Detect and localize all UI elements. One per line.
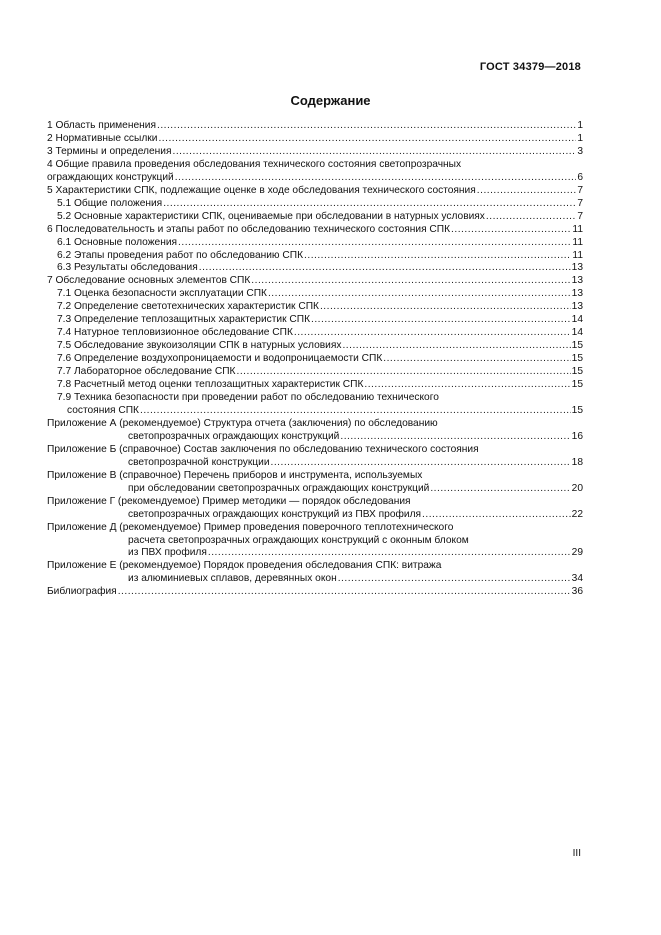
toc-entry-7-4[interactable] — [47, 327, 583, 340]
toc-page-number: 13 — [571, 301, 583, 313]
toc-entry-text: Приложение Г (рекомендуемое) Пример методики — порядок обследования — [47, 495, 411, 507]
toc-entry-text: 7.3 Определение теплозащитных характеристик СПК — [57, 314, 311, 326]
leader-dots — [430, 483, 570, 496]
toc-entry-text: 2 Нормативные ссылки — [47, 132, 158, 144]
toc-entry-7-1[interactable] — [47, 288, 583, 301]
toc-entry-text: 7.4 Натурное тепловизионное обследование СПК — [57, 327, 293, 339]
leader-dots — [237, 366, 571, 379]
toc-entry-appendix-b[interactable] — [47, 444, 583, 470]
toc-entry-text: 1 Область применения — [47, 120, 156, 131]
toc-entry-appendix-g[interactable] — [47, 496, 583, 522]
toc-entry-7-8[interactable] — [47, 379, 583, 392]
toc-entry-5-1[interactable] — [47, 198, 583, 211]
toc-entry-7-7[interactable] — [47, 366, 583, 379]
leader-dots — [486, 211, 576, 224]
toc-entry-text: 6.2 Этапы проведения работ по обследованию СПК — [57, 249, 304, 261]
toc-entry-7-2[interactable] — [47, 301, 583, 314]
toc-entry-5[interactable] — [47, 185, 583, 198]
toc-entry-bibliography[interactable] — [47, 586, 583, 599]
toc-page-number: 14 — [571, 327, 583, 339]
toc-entry-text-cont: при обследовании светопрозрачных ограждающих конструкций — [128, 482, 430, 494]
toc-entry-text-cont: из ПВХ профиля — [128, 547, 207, 559]
toc-page-number: 11 — [572, 236, 583, 248]
leader-dots — [477, 185, 577, 198]
leader-dots — [338, 573, 571, 586]
toc-entry-text-cont: из алюминиевых сплавов, деревянных окон — [128, 573, 337, 585]
toc-entry-text: 4 Общие правила проведения обследования технического состояния светопрозрачных — [47, 158, 462, 170]
toc-entry-text: 7.6 Определение воздухопроницаемости и водопроницаемости СПК — [57, 353, 383, 365]
toc-entry-text-cont: светопрозрачных ограждающих конструкций из ПВХ профиля — [128, 508, 422, 520]
toc-entry-6-3[interactable] — [47, 262, 583, 275]
toc-entry-text: 5.2 Основные характеристики СПК, оцениваемые при обследовании в натурных условиях — [57, 210, 485, 222]
toc-page-number: 36 — [571, 586, 583, 598]
toc-entry-text: 7.8 Расчетный метод оценки теплозащитных характеристик СПК — [57, 379, 364, 391]
toc-entry-text: 6 Последовательность и этапы работ по обследованию технического состояния СПК — [47, 223, 451, 235]
toc-page-number: 20 — [571, 482, 583, 494]
leader-dots — [251, 275, 570, 288]
leader-dots — [383, 353, 570, 366]
toc-entry-6[interactable] — [47, 224, 583, 237]
leader-dots — [294, 327, 571, 340]
toc-entry-text: 7.1 Оценка безопасности эксплуатации СПК — [57, 288, 267, 300]
toc-title: Содержание — [290, 93, 371, 108]
toc-entry-3[interactable] — [47, 146, 583, 159]
toc-page-number: 34 — [571, 573, 583, 585]
toc-entry-appendix-a[interactable] — [47, 418, 583, 444]
toc-entry-text: 5.1 Общие положения — [57, 197, 163, 209]
toc-page-number: 11 — [572, 249, 583, 261]
toc-entry-7-3[interactable] — [47, 314, 583, 327]
toc-page-number: 1 — [577, 120, 583, 131]
toc-entry-text: 6.1 Основные положения — [57, 236, 178, 248]
toc-page-number: 1 — [577, 132, 583, 144]
toc-page-number: 15 — [571, 366, 583, 378]
toc-entry-text: Приложение А (рекомендуемое) Структура отчета (заключения) по обследованию — [47, 417, 438, 429]
toc-page-number: 13 — [571, 288, 583, 300]
leader-dots — [340, 431, 570, 444]
leader-dots — [208, 547, 571, 560]
toc-entry-1[interactable] — [47, 120, 583, 133]
leader-dots — [311, 314, 571, 327]
leader-dots — [271, 457, 571, 470]
leader-dots — [140, 405, 571, 418]
toc-page-number: 6 — [577, 171, 583, 183]
leader-dots — [163, 198, 576, 211]
leader-dots — [422, 509, 571, 522]
leader-dots — [175, 172, 577, 185]
toc-page-number: 7 — [577, 197, 583, 209]
leader-dots — [451, 224, 571, 237]
leader-dots — [157, 120, 576, 133]
toc-entry-text: 7.5 Обследование звукоизоляции СПК в натурных условиях — [57, 340, 342, 352]
toc-page-number: 7 — [577, 210, 583, 222]
toc-entry-text-cont: светопрозрачных ограждающих конструкций — [128, 430, 340, 442]
toc-entry-2[interactable] — [47, 133, 583, 146]
toc-page-number: 15 — [571, 404, 583, 416]
toc-entry-text-cont: светопрозрачной конструкции — [128, 456, 270, 468]
page-number: III — [572, 848, 581, 859]
toc-page-number: 15 — [571, 340, 583, 352]
toc-page-number: 3 — [577, 145, 583, 157]
toc-entry-appendix-e[interactable] — [47, 560, 583, 586]
toc-entry-appendix-v[interactable] — [47, 470, 583, 496]
toc-entry-6-1[interactable] — [47, 237, 583, 250]
leader-dots — [158, 133, 576, 146]
toc-entry-appendix-d[interactable] — [47, 522, 583, 561]
document-code: ГОСТ 34379—2018 — [479, 61, 581, 73]
toc-page-number: 13 — [571, 275, 583, 287]
toc-entry-text: 7.7 Лабораторное обследование СПК — [57, 366, 236, 378]
toc-entry-text: 7 Обследование основных элементов СПК — [47, 275, 251, 287]
leader-dots — [199, 262, 571, 275]
toc-entry-text: 7.9 Техника безопасности при проведении работ по обследованию технического — [57, 392, 439, 404]
leader-dots — [364, 379, 570, 392]
leader-dots — [320, 301, 571, 314]
toc-page-number: 13 — [571, 262, 583, 274]
toc-entry-text: Приложение Б (справочное) Состав заключения по обследованию технического состояния — [47, 443, 479, 455]
toc-page-number: 11 — [572, 223, 583, 235]
toc-entry-4[interactable] — [47, 159, 583, 185]
toc-entry-5-2[interactable] — [47, 211, 583, 224]
toc-entry-text-cont: ограждающих конструкций — [47, 171, 174, 183]
toc-page-number: 14 — [571, 314, 583, 326]
toc-page-number: 29 — [571, 547, 583, 559]
toc-entry-text: Приложение В (справочное) Перечень приборов и инструмента, используемых — [47, 469, 423, 481]
table-of-contents — [47, 120, 583, 599]
leader-dots — [172, 146, 576, 159]
leader-dots — [304, 250, 571, 263]
toc-entry-text: 5 Характеристики СПК, подлежащие оценке в ходе обследования технического состояния — [47, 184, 476, 196]
toc-entry-7-9[interactable] — [47, 392, 583, 418]
toc-page-number: 16 — [571, 430, 583, 442]
toc-page-number: 15 — [571, 353, 583, 365]
toc-entry-text: 7.2 Определение светотехнических характеристик СПК — [57, 301, 319, 313]
toc-entry-text: 3 Термины и определения — [47, 145, 172, 157]
toc-entry-text-cont: состояния СПК — [67, 404, 139, 416]
toc-page-number: 15 — [571, 379, 583, 391]
toc-entry-text: Приложение Д (рекомендуемое) Пример проведения поверочного теплотехнического — [47, 521, 454, 533]
leader-dots — [178, 237, 571, 250]
toc-entry-7-5[interactable] — [47, 340, 583, 353]
toc-entry-6-2[interactable] — [47, 250, 583, 263]
toc-page-number: 7 — [577, 184, 583, 196]
toc-entry-text: Библиография — [47, 586, 117, 598]
toc-entry-text-cont: расчета светопрозрачных ограждающих конструкций с оконным блоком — [128, 534, 469, 546]
toc-entry-7-6[interactable] — [47, 353, 583, 366]
toc-entry-7[interactable] — [47, 275, 583, 288]
leader-dots — [342, 340, 570, 353]
toc-page-number: 18 — [571, 456, 583, 468]
leader-dots — [268, 288, 571, 301]
toc-page-number: 22 — [571, 508, 583, 520]
toc-entry-text: 6.3 Результаты обследования — [57, 262, 198, 274]
leader-dots — [118, 586, 571, 599]
toc-entry-text: Приложение Е (рекомендуемое) Порядок проведения обследования СПК: витража — [47, 560, 442, 572]
